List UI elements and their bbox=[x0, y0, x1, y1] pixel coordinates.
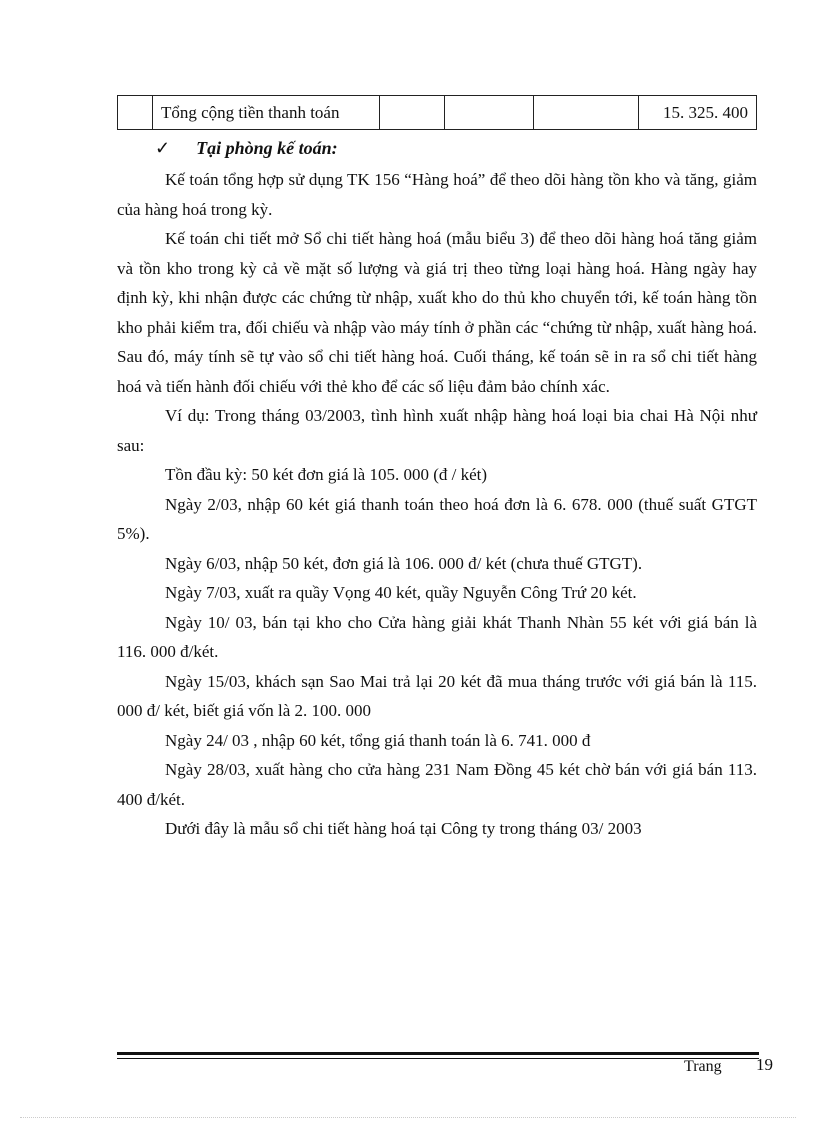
checkmark-icon: ✓ bbox=[155, 138, 171, 158]
footer-page-label: Trang bbox=[684, 1058, 722, 1075]
footer-divider-thin bbox=[117, 1058, 759, 1059]
paragraph: Ngày 28/03, xuất hàng cho cửa hàng 231 Nam Đồng 45 két chờ bán với giá bán 113. 400 đ/két. bbox=[117, 760, 757, 809]
table-cell-empty bbox=[534, 96, 639, 130]
table-cell-index bbox=[118, 96, 153, 130]
section-heading-text: Tại phòng kế toán: bbox=[196, 138, 338, 158]
table-row bbox=[118, 96, 757, 130]
paragraph: Dưới đây là mẫu sổ chi tiết hàng hoá tại Công ty trong tháng 03/ 2003 bbox=[165, 819, 642, 838]
paragraph: Tồn đầu kỳ: 50 két đơn giá là 105. 000 (đ / két) bbox=[165, 465, 488, 484]
paragraph: Ngày 6/03, nhập 50 két, đơn giá là 106. 000 đ/ két (chưa thuế GTGT). bbox=[165, 553, 643, 573]
page-bottom-border bbox=[20, 1117, 796, 1118]
body-text bbox=[117, 165, 757, 844]
table-cell-total: 15. 325. 400 bbox=[639, 96, 757, 130]
paragraph: Ngày 10/ 03, bán tại kho cho Cửa hàng giải khát Thanh Nhàn 55 két với giá bán là 116. 000 đ/két. bbox=[117, 612, 757, 661]
paragraph: Kế toán chi tiết mở Sổ chi tiết hàng hoá (mẫu biểu 3) để theo dõi hàng hoá tăng giảm và tồn kho trong kỳ cả về mặt số lượng và giá trị theo từng loại hàng hoá. Hàng ngày hay định kỳ, khi nhận được các chứng từ nhập, xuất kho do thủ kho chuyển tới, kế toán hàng tồn kho phải kiểm tra, đối chiếu và nhập vào máy tính ở phần các “chứng từ nhập, xuất hàng hoá. Sau đó, máy tính sẽ tự vào sổ chi tiết hàng hoá. Cuối tháng, kế toán sẽ in ra sổ chi tiết hàng hoá và tiến hành đối chiếu với thẻ kho để các số liệu đảm bảo chính xác. bbox=[117, 229, 757, 396]
paragraph: Ví dụ: Trong tháng 03/2003, tình hình xuất nhập hàng hoá loại bia chai Hà Nội như sau: bbox=[117, 406, 757, 455]
section-heading bbox=[155, 138, 338, 159]
paragraph: Ngày 15/03, khách sạn Sao Mai trả lại 20 két đã mua tháng trước với giá bán là 115. 000 đ/ két, biết giá vốn là 2. 100. 000 bbox=[117, 671, 757, 720]
table-cell-empty bbox=[380, 96, 445, 130]
table-cell-empty bbox=[445, 96, 534, 130]
paragraph: Ngày 24/ 03 , nhập 60 két, tổng giá thanh toán là 6. 741. 000 đ bbox=[165, 730, 591, 750]
footer-divider bbox=[117, 1052, 759, 1055]
footer-page-number: 19 bbox=[756, 1055, 773, 1074]
paragraph: Ngày 2/03, nhập 60 két giá thanh toán theo hoá đơn là 6. 678. 000 (thuế suất GTGT 5%). bbox=[117, 494, 757, 543]
paragraph: Ngày 7/03, xuất ra quầy Vọng 40 két, quầy Nguyễn Công Trứ 20 két. bbox=[165, 583, 637, 602]
table-cell-label: Tổng cộng tiền thanh toán bbox=[153, 96, 380, 130]
paragraph: Kế toán tổng hợp sử dụng TK 156 “Hàng hoá” để theo dõi hàng tồn kho và tăng, giảm của hàng hoá trong kỳ. bbox=[117, 170, 757, 219]
summary-table bbox=[117, 95, 757, 130]
